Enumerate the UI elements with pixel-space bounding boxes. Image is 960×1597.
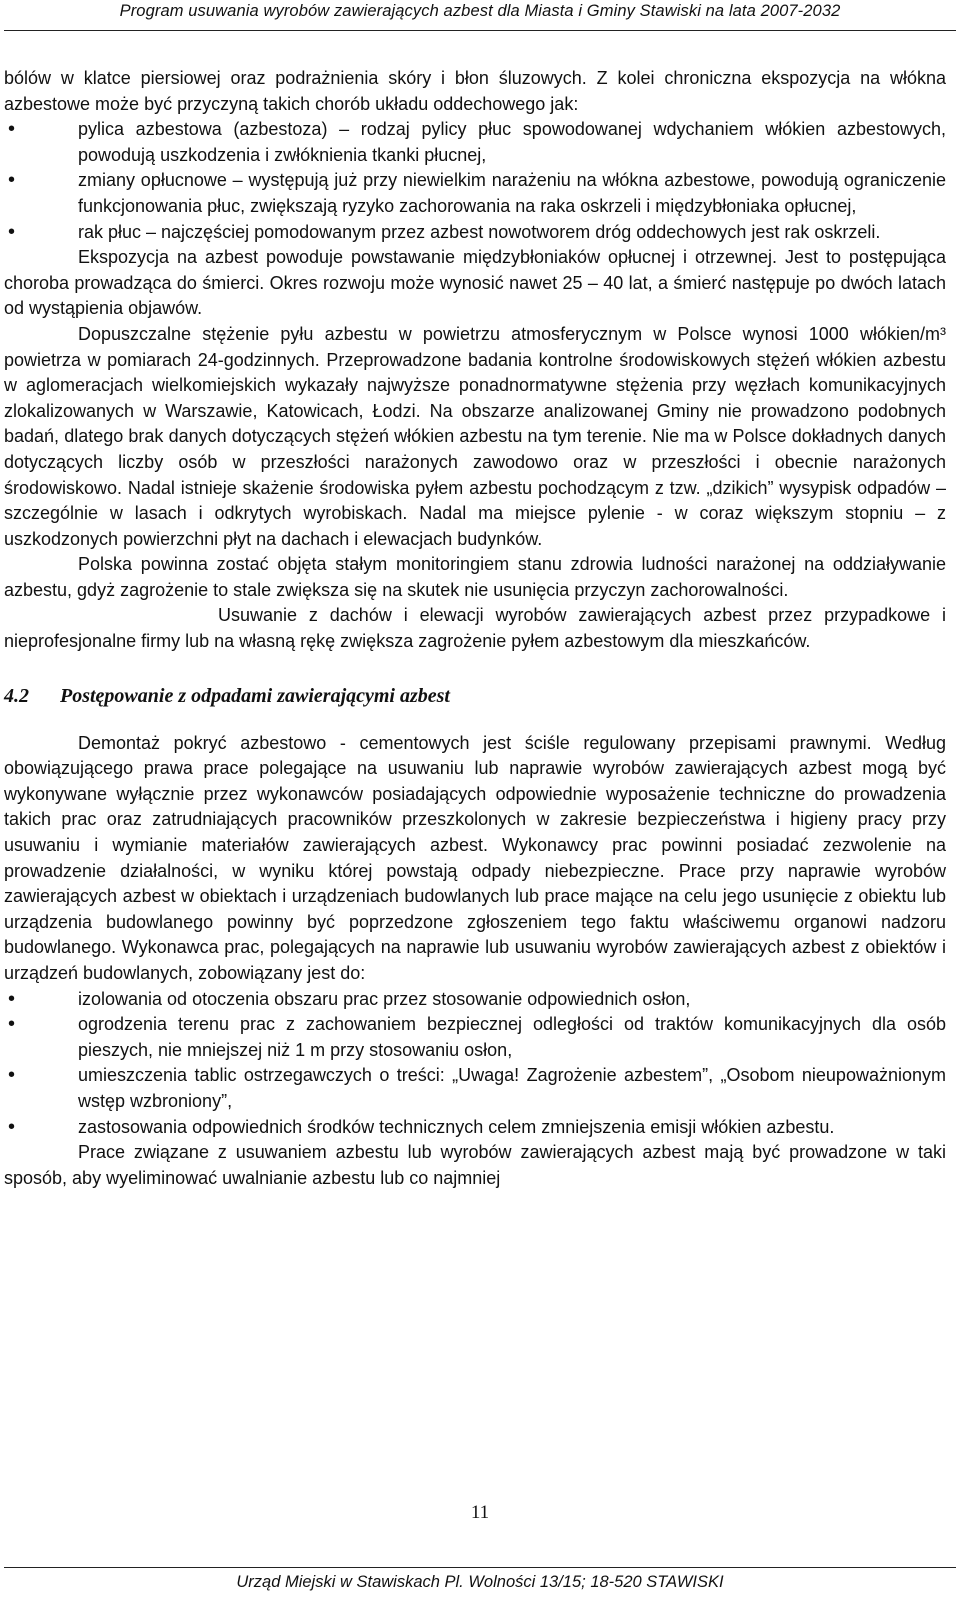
- list-item: • izolowania od otoczenia obszaru prac przez stosowanie odpowiednich osłon,: [4, 987, 946, 1013]
- paragraph-concentration: Dopuszczalne stężenie pyłu azbestu w powietrzu atmosferycznym w Polsce wynosi 1000 włókien/m³ powietrza w pomiarach 24-godzinnych. Przeprowadzone badania kontrolne środowiskowych stężeń włókien azbestu w aglomeracjach wielkomiejskich wykazały najwyższe ponadnormatywne stężenia przy węzłach komunikacyjnych zlokalizowanych w Warszawie, Katowicach, Łodzi. Na obszarze analizowanej Gminy nie prowadzono podobnych badań, dlatego brak danych dotyczących stężeń włókien azbestu na tym terenie. Nie ma w Polsce dokładnych danych dotyczących liczby osób w przeszłości narażonych zawodowo oraz w przeszłości i obecnie narażonych środowiskowo. Nadal istnieje skażenie środowiska pyłem azbestu pochodzącym z tzw. „dzikich” wysypisk odpadów – szczególnie w lasach i odkrytych wyrobiskach. Nadal ma miejsce pylenie - w coraz większym stopniu – z uszkodzonych powierzchni płyt na dachach i elewacjach budynków.: [4, 323, 946, 549]
- document-body: [4, 66, 946, 1191]
- list-item: • zastosowania odpowiednich środków technicznych celem zmniejszenia emisji włókien azbestu.: [4, 1115, 946, 1141]
- disease-list: [4, 117, 946, 245]
- paragraph-symptoms: bólów w klatce piersiowej oraz podrażnienia skóry i błon śluzowych. Z kolei chroniczna ekspozycja na włókna azbestowe może być przyczyną takich chorób układu oddechowego jak:: [4, 68, 946, 114]
- list-item: • umieszczenia tablic ostrzegawczych o treści: „Uwaga! Zagrożenie azbestem”, „Osobom nieupoważnionym wstęp wzbroniony”,: [4, 1063, 946, 1114]
- header-title: Program usuwania wyrobów zawierających azbest dla Miasta i Gminy Stawiski na lata 2007-2032: [119, 2, 841, 20]
- list-item: • ogrodzenia terenu prac z zachowaniem bezpiecznej odległości od traktów komunikacyjnych dla osób pieszych, nie mniejszej niż 1 m przy stosowaniu osłon,: [4, 1012, 946, 1063]
- page-header: [0, 0, 960, 34]
- page-number: 11: [470, 1502, 490, 1523]
- paragraph-removal: Usuwanie z dachów i elewacji wyrobów zawierających azbest przez przypadkowe i nieprofesjonalne firmy lub na własną rękę zwiększa zagrożenie pyłem azbestowym dla mieszkańców.: [4, 605, 946, 652]
- footer-address: Urząd Miejski w Stawiskach Pl. Wolności 13/15; 18-520 STAWISKI: [236, 1573, 724, 1591]
- paragraph-work-method: Prace związane z usuwaniem azbestu lub wyrobów zawierających azbest mają być prowadzone w taki sposób, aby wyeliminować uwalnianie azbestu lub co najmniej: [4, 1142, 946, 1188]
- list-item: • rak płuc – najczęściej pomodowanym przez azbest nowotworem dróg oddechowych jest rak oskrzeli.: [4, 220, 946, 246]
- contractor-obligations-list: [4, 987, 946, 1141]
- footer-divider: [4, 1567, 956, 1568]
- paragraph-monitoring: Polska powinna zostać objęta stałym monitoringiem stanu zdrowia ludności narażonej na oddziaływanie azbestu, gdyż zagrożenie to stale zwiększa się na skutek nie usunięcia przyczyn zachorowalności.: [4, 554, 946, 600]
- section-number: 4.2: [4, 684, 29, 707]
- list-item: • zmiany opłucnowe – występują już przy niewielkim narażeniu na włókna azbestowe, powodują ograniczenie funkcjonowania płuc, zwiększają ryzyko zachorowania na raka oskrzeli i międzybłoniaka opłucnej,: [4, 168, 946, 219]
- section-heading: [4, 683, 946, 709]
- header-divider: [4, 30, 956, 31]
- section-title: Postępowanie z odpadami zawierającymi azbest: [60, 684, 450, 707]
- paragraph-dismantling: Demontaż pokryć azbestowo - cementowych jest ściśle regulowany przepisami prawnymi. Według obowiązującego prawa prace polegające na usuwaniu lub naprawie wyrobów zawierających azbest mogą być wykonywane wyłącznie przez wykonawców posiadających odpowiednie wyposażenie techniczne do prowadzenia takich prac oraz zatrudniających pracowników przeszkolonych w zakresie bezpieczeństwa i higieny pracy przy usuwaniu i wymianie materiałów zawierających azbest. Wykonawcy prac powinni posiadać zezwolenie na prowadzenie działalności, w wyniku której powstają odpady niebezpieczne. Prace przy naprawie wyrobów zawierających azbest w obiektach i urządzeniach budowlanych lub prace mające na celu jego usunięcie z obiektu lub urządzenia budowlanego powinny być poprzedzone zgłoszeniem tego faktu właściwemu organowi nadzoru budowlanego. Wykonawca prac, polegających na naprawie lub usuwaniu wyrobów zawierających azbest z obiektów i urządzeń budowlanych, zobowiązany jest do:: [4, 732, 946, 983]
- paragraph-exposure: Ekspozycja na azbest powoduje powstawanie międzybłoniaków opłucnej i otrzewnej. Jest to postępująca choroba prowadząca do śmierci. Okres rozwoju może wynosić nawet 25 – 40 lat, a śmierć następuje po dwóch latach od wystąpienia objawów.: [4, 247, 946, 319]
- list-item: • pylica azbestowa (azbestoza) – rodzaj pylicy płuc spowodowanej wdychaniem włókien azbestowych, powodują uszkodzenia i zwłóknienia tkanki płucnej,: [4, 117, 946, 168]
